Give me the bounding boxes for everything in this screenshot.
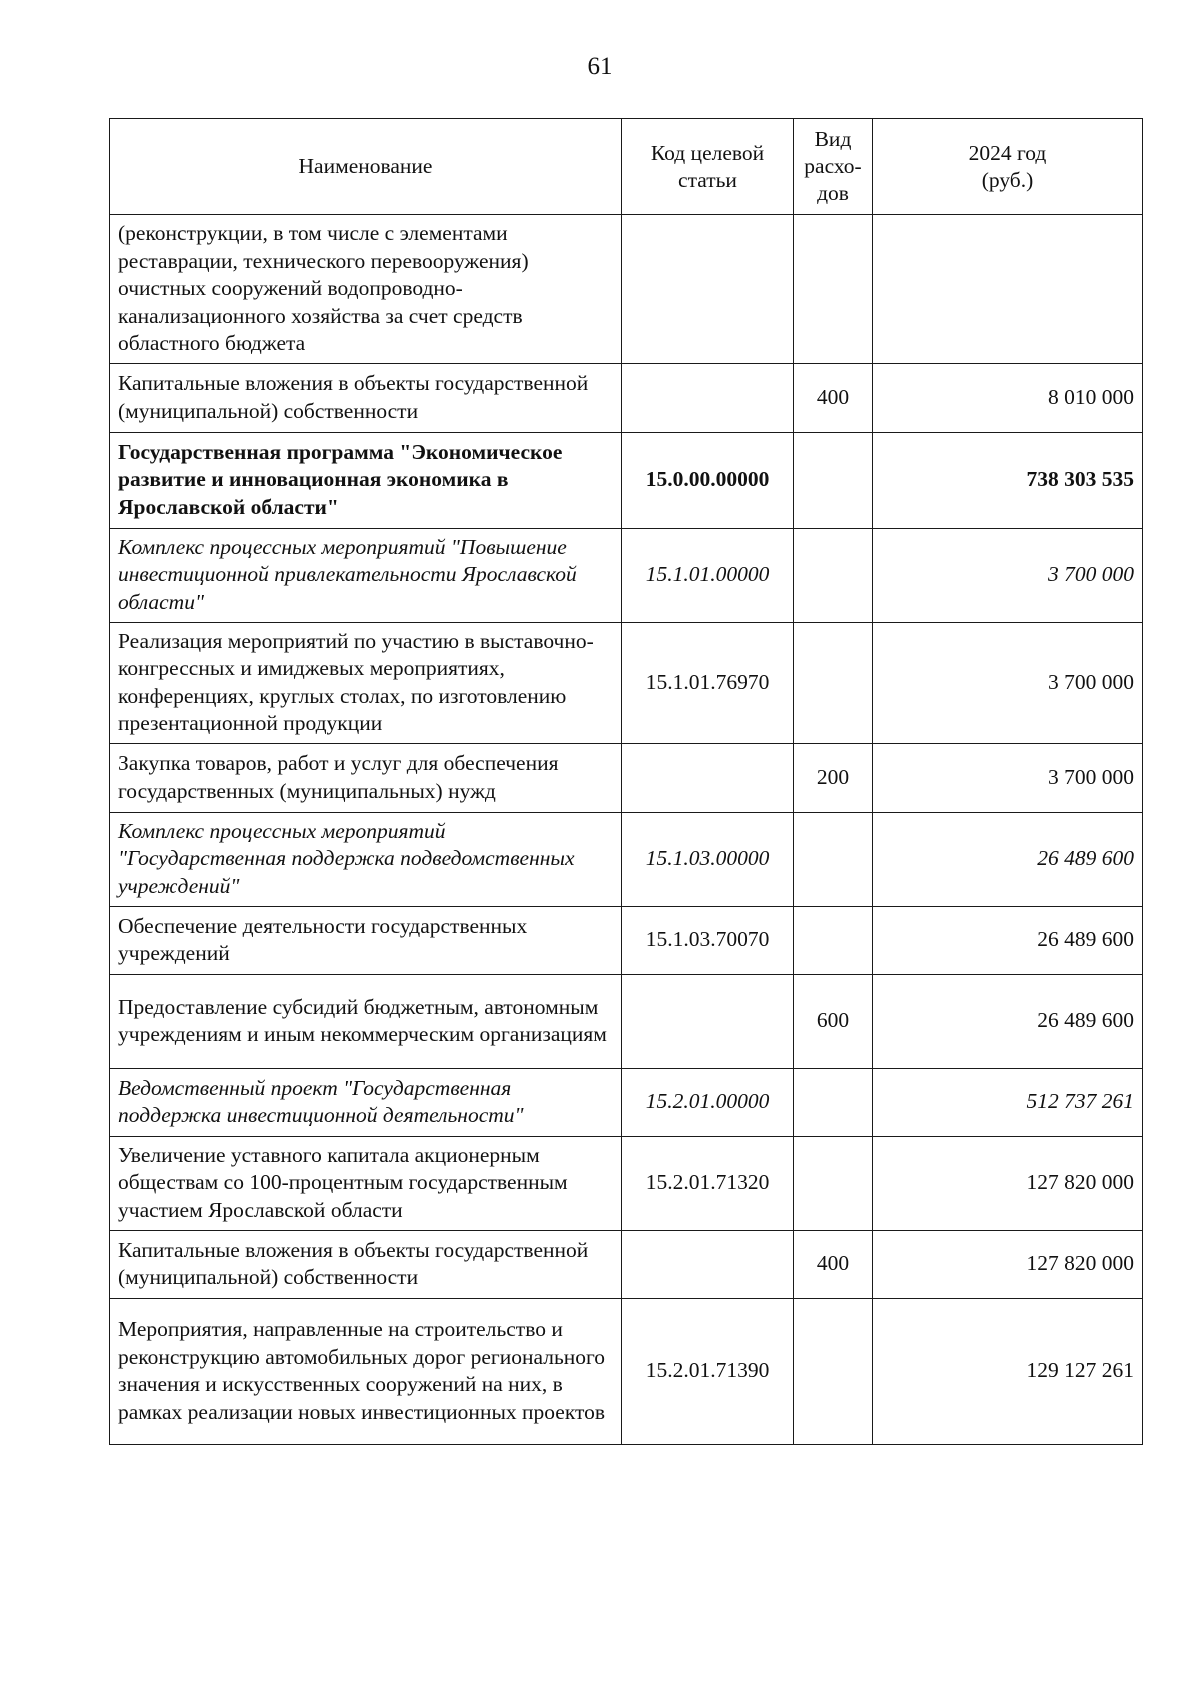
row-code-cell (622, 215, 794, 364)
row-name-cell: Комплекс процессных мероприятий "Повышение инвестиционной привлекательности Ярославской области" (110, 528, 622, 622)
row-name-cell: Государственная программа "Экономическое развитие и инновационная экономика в Ярославской области" (110, 432, 622, 528)
row-code-cell (622, 743, 794, 812)
table-row (110, 432, 1143, 528)
table-header-row (110, 119, 1143, 215)
row-code-cell (622, 974, 794, 1068)
table-row (110, 1136, 1143, 1230)
row-type-cell: 600 (794, 974, 873, 1068)
row-name-cell: Ведомственный проект "Государственная поддержка инвестиционной деятельности" (110, 1068, 622, 1136)
row-code-cell: 15.0.00.00000 (622, 432, 794, 528)
table-row (110, 974, 1143, 1068)
table-row (110, 1298, 1143, 1444)
row-name-cell: Мероприятия, направленные на строительство и реконструкцию автомобильных дорог регионального значения и искусственных сооружений на них, в рамках реализации новых инвестиционных проектов (110, 1298, 622, 1444)
row-amount-cell: 127 820 000 (873, 1136, 1143, 1230)
header-code: Код целевой статьи (622, 119, 794, 215)
row-amount-cell: 3 700 000 (873, 743, 1143, 812)
row-name-cell: (реконструкции, в том числе с элементами реставрации, технического перевооружения) очистных сооружений водопроводно-канализационного хозяйства за счет средств областного бюджета (110, 215, 622, 364)
row-code-cell: 15.2.01.71390 (622, 1298, 794, 1444)
row-amount-cell: 3 700 000 (873, 528, 1143, 622)
table-row (110, 1068, 1143, 1136)
row-code-cell: 15.2.01.00000 (622, 1068, 794, 1136)
table-row (110, 215, 1143, 364)
header-amount: 2024 год (руб.) (873, 119, 1143, 215)
page-number: 61 (587, 53, 613, 80)
row-type-cell (794, 622, 873, 743)
row-type-cell (794, 1298, 873, 1444)
row-amount-cell: 127 820 000 (873, 1230, 1143, 1298)
header-type: Вид расхо-дов (794, 119, 873, 215)
row-amount-cell: 129 127 261 (873, 1298, 1143, 1444)
row-name-cell: Закупка товаров, работ и услуг для обеспечения государственных (муниципальных) нужд (110, 743, 622, 812)
row-name-cell: Капитальные вложения в объекты государственной (муниципальной) собственности (110, 363, 622, 432)
table-row (110, 363, 1143, 432)
table-body (110, 215, 1143, 1445)
row-type-cell: 400 (794, 1230, 873, 1298)
row-amount-cell: 8 010 000 (873, 363, 1143, 432)
row-code-cell: 15.2.01.71320 (622, 1136, 794, 1230)
row-name-cell: Комплекс процессных мероприятий "Государственная поддержка подведомственных учреждений" (110, 812, 622, 906)
table-row (110, 812, 1143, 906)
row-type-cell (794, 906, 873, 974)
row-amount-cell: 26 489 600 (873, 812, 1143, 906)
row-type-cell (794, 528, 873, 622)
table-row (110, 1230, 1143, 1298)
row-amount-cell: 738 303 535 (873, 432, 1143, 528)
budget-table (109, 118, 1143, 1445)
row-type-cell: 400 (794, 363, 873, 432)
table-row (110, 906, 1143, 974)
row-name-cell: Капитальные вложения в объекты государственной (муниципальной) собственности (110, 1230, 622, 1298)
row-type-cell (794, 1136, 873, 1230)
row-type-cell (794, 812, 873, 906)
row-type-cell (794, 432, 873, 528)
row-code-cell: 15.1.03.00000 (622, 812, 794, 906)
row-amount-cell: 26 489 600 (873, 974, 1143, 1068)
header-name: Наименование (110, 119, 622, 215)
row-type-cell (794, 1068, 873, 1136)
row-type-cell: 200 (794, 743, 873, 812)
row-name-cell: Предоставление субсидий бюджетным, автономным учреждениям и иным некоммерческим организациям (110, 974, 622, 1068)
row-code-cell: 15.1.01.00000 (622, 528, 794, 622)
table-row (110, 622, 1143, 743)
row-code-cell (622, 363, 794, 432)
row-name-cell: Реализация мероприятий по участию в выставочно-конгрессных и имиджевых мероприятиях, конференциях, круглых столах, по изготовлению презентационной продукции (110, 622, 622, 743)
row-code-cell: 15.1.01.76970 (622, 622, 794, 743)
row-type-cell (794, 215, 873, 364)
row-amount-cell: 3 700 000 (873, 622, 1143, 743)
row-code-cell: 15.1.03.70070 (622, 906, 794, 974)
row-amount-cell: 512 737 261 (873, 1068, 1143, 1136)
row-name-cell: Увеличение уставного капитала акционерным обществам со 100-процентным государственным участием Ярославской области (110, 1136, 622, 1230)
row-name-cell: Обеспечение деятельности государственных учреждений (110, 906, 622, 974)
row-amount-cell (873, 215, 1143, 364)
row-code-cell (622, 1230, 794, 1298)
table-row (110, 743, 1143, 812)
row-amount-cell: 26 489 600 (873, 906, 1143, 974)
table-row (110, 528, 1143, 622)
